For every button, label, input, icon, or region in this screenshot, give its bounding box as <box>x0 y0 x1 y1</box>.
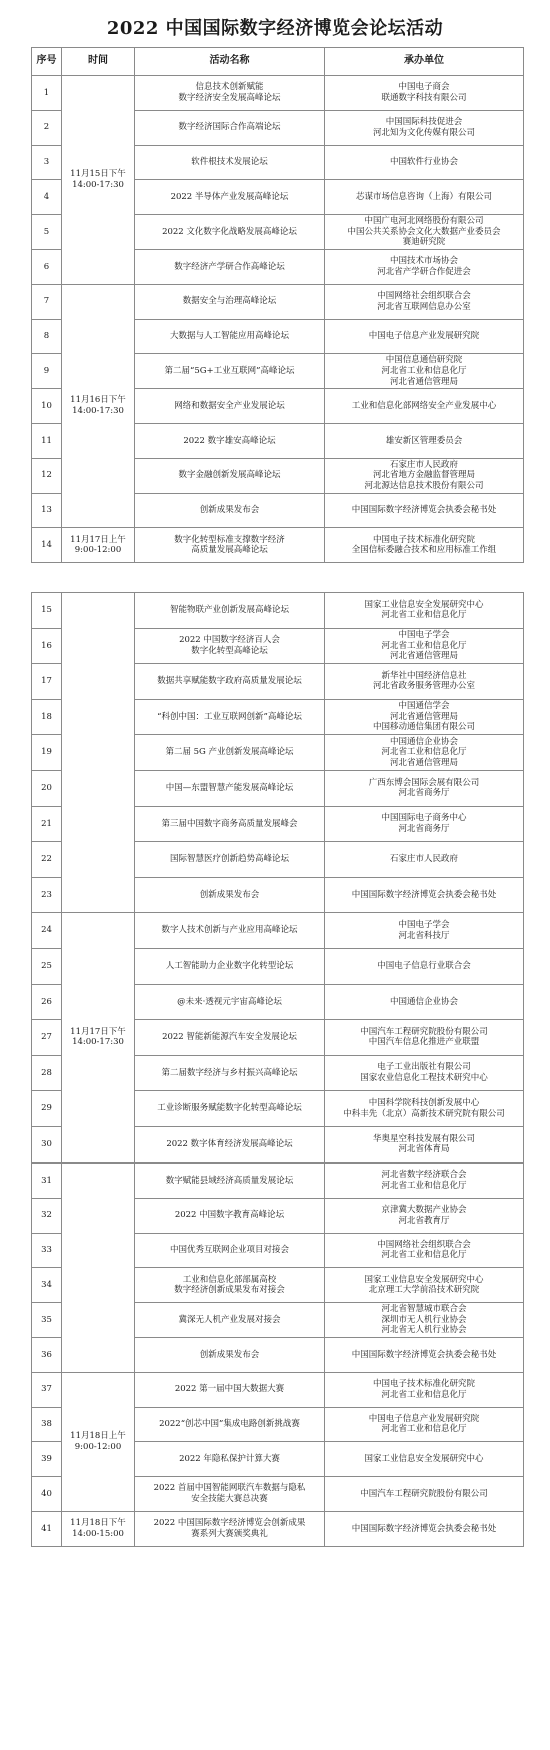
row-number: 18 <box>32 699 62 735</box>
organizer-cell: 中国软件行业协会 <box>325 145 524 180</box>
organizer-cell: 中国电子技术标准化研究院 全国信标委融合技术和应用标准工作组 <box>325 528 524 563</box>
header-name: 活动名称 <box>135 48 325 76</box>
row-number: 7 <box>32 284 62 319</box>
row-number: 33 <box>32 1233 62 1268</box>
organizer-cell: 中国电子商会 联通数字科技有限公司 <box>325 76 524 111</box>
row-number: 5 <box>32 215 62 250</box>
organizer-cell: 中国通信学会 河北省通信管理局 中国移动通信集团有限公司 <box>325 699 524 735</box>
organizer-cell: 中国国际科技促进会 河北知为文化传媒有限公司 <box>325 110 524 145</box>
row-number: 25 <box>32 948 62 984</box>
time-slot-cell <box>62 1164 135 1373</box>
organizer-cell: 中国国际数字经济博览会执委会秘书处 <box>325 1337 524 1372</box>
activity-name-cell: 创新成果发布会 <box>135 1337 325 1372</box>
organizer-cell: 工业和信息化部网络安全产业发展中心 <box>325 389 524 424</box>
activity-name-cell: 2022 文化数字化战略发展高峰论坛 <box>135 215 325 250</box>
activity-name-cell: 创新成果发布会 <box>135 877 325 913</box>
organizer-cell: 中国电子信息产业发展研究院 <box>325 319 524 354</box>
header-seq: 序号 <box>32 48 62 76</box>
organizer-cell: 中国国际数字经济博览会执委会秘书处 <box>325 877 524 913</box>
activity-name-cell: 第二届“5G+工业互联网”高峰论坛 <box>135 354 325 389</box>
row-number: 31 <box>32 1164 62 1199</box>
organizer-cell: 广西东博会国际会展有限公司 河北省商务厅 <box>325 770 524 806</box>
organizer-cell: 国家工业信息安全发展研究中心 北京理工大学前沿技术研究院 <box>325 1268 524 1303</box>
activity-name-cell: @未来·透视元宇宙高峰论坛 <box>135 984 325 1020</box>
activity-name-cell: 2022“创芯中国”集成电路创新挑战赛 <box>135 1407 325 1442</box>
organizer-cell: 中国网络社会组织联合会 河北省互联网信息办公室 <box>325 284 524 319</box>
activity-name-cell: 第二届数字经济与乡村振兴高峰论坛 <box>135 1055 325 1091</box>
row-number: 3 <box>32 145 62 180</box>
row-number: 37 <box>32 1372 62 1407</box>
row-number: 13 <box>32 493 62 528</box>
organizer-cell: 中国通信企业协会 <box>325 984 524 1020</box>
activity-name-cell: 数字经济产学研合作高峰论坛 <box>135 249 325 284</box>
row-number: 24 <box>32 913 62 949</box>
row-number: 6 <box>32 249 62 284</box>
row-number: 14 <box>32 528 62 563</box>
activity-name-cell: 数字金融创新发展高峰论坛 <box>135 458 325 493</box>
activity-name-cell: 数字经济国际合作高端论坛 <box>135 110 325 145</box>
table-row <box>32 1511 524 1546</box>
row-number: 26 <box>32 984 62 1020</box>
organizer-cell: 华奥星空科技发展有限公司 河北省体育局 <box>325 1126 524 1162</box>
activity-name-cell: 数字化转型标准支撑数字经济 高质量发展高峰论坛 <box>135 528 325 563</box>
table-row <box>32 528 524 563</box>
organizer-cell: 中国技术市场协会 河北省产学研合作促进会 <box>325 249 524 284</box>
activity-name-cell: 2022 半导体产业发展高峰论坛 <box>135 180 325 215</box>
activity-name-cell: 冀深无人机产业发展对接会 <box>135 1303 325 1338</box>
activity-table-part-2 <box>31 592 524 1163</box>
table-row <box>32 913 524 949</box>
activity-name-cell: 2022 智能新能源汽车安全发展论坛 <box>135 1020 325 1056</box>
row-number: 41 <box>32 1511 62 1546</box>
activity-name-cell: 中国—东盟智慧产能发展高峰论坛 <box>135 770 325 806</box>
organizer-cell: 中国信息通信研究院 河北省工业和信息化厅 河北省通信管理局 <box>325 354 524 389</box>
row-number: 19 <box>32 735 62 771</box>
row-number: 12 <box>32 458 62 493</box>
organizer-cell: 中国电子学会 河北省工业和信息化厅 河北省通信管理局 <box>325 628 524 664</box>
table-row <box>32 593 524 629</box>
activity-name-cell: 2022 第一届中国大数据大赛 <box>135 1372 325 1407</box>
organizer-cell: 芯谋市场信息咨询（上海）有限公司 <box>325 180 524 215</box>
row-number: 11 <box>32 423 62 458</box>
row-number: 34 <box>32 1268 62 1303</box>
organizer-cell: 中国电子信息产业发展研究院 河北省工业和信息化厅 <box>325 1407 524 1442</box>
organizer-cell: 国家工业信息安全发展研究中心 河北省工业和信息化厅 <box>325 593 524 629</box>
time-slot-cell: 11月15日下午 14:00-17:30 <box>62 76 135 285</box>
organizer-cell: 石家庄市人民政府 河北省地方金融监督管理局 河北源达信息技术股份有限公司 <box>325 458 524 493</box>
activity-name-cell: 中国优秀互联网企业项目对接会 <box>135 1233 325 1268</box>
organizer-cell: 中国国际电子商务中心 河北省商务厅 <box>325 806 524 842</box>
organizer-cell: 中国通信企业协会 河北省工业和信息化厅 河北省通信管理局 <box>325 735 524 771</box>
activity-table-part-3 <box>31 1163 524 1547</box>
table-row <box>32 1372 524 1407</box>
row-number: 17 <box>32 664 62 700</box>
organizer-cell: 中国汽车工程研究院股份有限公司 <box>325 1477 524 1512</box>
table-row <box>32 284 524 319</box>
row-number: 32 <box>32 1198 62 1233</box>
activity-name-cell: 智能物联产业创新发展高峰论坛 <box>135 593 325 629</box>
activity-name-cell: 第三届中国数字商务高质量发展峰会 <box>135 806 325 842</box>
time-slot-cell: 11月18日下午 14:00-15:00 <box>62 1511 135 1546</box>
activity-name-cell: 2022 数字体育经济发展高峰论坛 <box>135 1126 325 1162</box>
row-number: 10 <box>32 389 62 424</box>
activity-name-cell: 数字人技术创新与产业应用高峰论坛 <box>135 913 325 949</box>
organizer-cell: 国家工业信息安全发展研究中心 <box>325 1442 524 1477</box>
row-number: 9 <box>32 354 62 389</box>
row-number: 29 <box>32 1091 62 1127</box>
row-number: 23 <box>32 877 62 913</box>
organizer-cell: 中国网络社会组织联合会 河北省工业和信息化厅 <box>325 1233 524 1268</box>
row-number: 16 <box>32 628 62 664</box>
organizer-cell: 石家庄市人民政府 <box>325 842 524 878</box>
organizer-cell: 中国电子技术标准化研究院 河北省工业和信息化厅 <box>325 1372 524 1407</box>
activity-name-cell: 网络和数据安全产业发展论坛 <box>135 389 325 424</box>
activity-name-cell: 大数据与人工智能应用高峰论坛 <box>135 319 325 354</box>
organizer-cell: 中国电子信息行业联合会 <box>325 948 524 984</box>
time-slot-cell <box>62 593 135 913</box>
row-number: 40 <box>32 1477 62 1512</box>
organizer-cell: 京津冀大数据产业协会 河北省教育厅 <box>325 1198 524 1233</box>
time-slot-cell: 11月18日上午 9:00-12:00 <box>62 1372 135 1511</box>
row-number: 28 <box>32 1055 62 1091</box>
activity-name-cell: 2022 中国数字经济百人会 数字化转型高峰论坛 <box>135 628 325 664</box>
organizer-cell: 河北省数字经济联合会 河北省工业和信息化厅 <box>325 1164 524 1199</box>
activity-name-cell: 软件根技术发展论坛 <box>135 145 325 180</box>
row-number: 22 <box>32 842 62 878</box>
row-number: 39 <box>32 1442 62 1477</box>
time-slot-cell: 11月16日下午 14:00-17:30 <box>62 284 135 528</box>
organizer-cell: 中国广电河北网络股份有限公司 中国公共关系协会文化大数据产业委员会 赛迪研究院 <box>325 215 524 250</box>
row-number: 20 <box>32 770 62 806</box>
row-number: 27 <box>32 1020 62 1056</box>
activity-name-cell: 第二届 5G 产业创新发展高峰论坛 <box>135 735 325 771</box>
row-number: 35 <box>32 1303 62 1338</box>
organizer-cell: 河北省智慧城市联合会 深圳市无人机行业协会 河北省无人机行业协会 <box>325 1303 524 1338</box>
row-number: 30 <box>32 1126 62 1162</box>
activity-name-cell: 数据安全与治理高峰论坛 <box>135 284 325 319</box>
activity-name-cell: 2022 中国国际数字经济博览会创新成果 赛系列大赛颁奖典礼 <box>135 1511 325 1546</box>
activity-name-cell: 信息技术创新赋能 数字经济安全发展高峰论坛 <box>135 76 325 111</box>
activity-name-cell: 2022 年隐私保护计算大赛 <box>135 1442 325 1477</box>
table-header-row <box>32 48 524 76</box>
activity-name-cell: “科创中国：工业互联网创新”高峰论坛 <box>135 699 325 735</box>
activity-name-cell: 工业和信息化部部属高校 数字经济创新成果发布对接会 <box>135 1268 325 1303</box>
organizer-cell: 电子工业出版社有限公司 国家农业信息化工程技术研究中心 <box>325 1055 524 1091</box>
activity-name-cell: 国际智慧医疗创新趋势高峰论坛 <box>135 842 325 878</box>
time-slot-cell: 11月17日上午 9:00-12:00 <box>62 528 135 563</box>
activity-name-cell: 2022 中国数字教育高峰论坛 <box>135 1198 325 1233</box>
header-org: 承办单位 <box>325 48 524 76</box>
activity-name-cell: 工业诊断服务赋能数字化转型高峰论坛 <box>135 1091 325 1127</box>
header-time: 时间 <box>62 48 135 76</box>
activity-name-cell: 2022 数字雄安高峰论坛 <box>135 423 325 458</box>
row-number: 4 <box>32 180 62 215</box>
row-number: 8 <box>32 319 62 354</box>
activity-name-cell: 2022 首届中国智能网联汽车数据与隐私 安全技能大赛总决赛 <box>135 1477 325 1512</box>
organizer-cell: 中国国际数字经济博览会执委会秘书处 <box>325 493 524 528</box>
activity-name-cell: 数字赋能县域经济高质量发展论坛 <box>135 1164 325 1199</box>
organizer-cell: 新华社中国经济信息社 河北省政务服务管理办公室 <box>325 664 524 700</box>
row-number: 2 <box>32 110 62 145</box>
organizer-cell: 中国科学院科技创新发展中心 中科丰先（北京）高新技术研究院有限公司 <box>325 1091 524 1127</box>
organizer-cell: 雄安新区管理委员会 <box>325 423 524 458</box>
activity-name-cell: 数据共享赋能数字政府高质量发展论坛 <box>135 664 325 700</box>
row-number: 21 <box>32 806 62 842</box>
table-row <box>32 1164 524 1199</box>
activity-table-part-1 <box>31 47 524 563</box>
page-title: 2022 中国国际数字经济博览会论坛活动 <box>106 18 444 39</box>
activity-name-cell: 人工智能助力企业数字化转型论坛 <box>135 948 325 984</box>
row-number: 15 <box>32 593 62 629</box>
organizer-cell: 中国汽车工程研究院股份有限公司 中国汽车信息化推进产业联盟 <box>325 1020 524 1056</box>
table-row <box>32 76 524 111</box>
organizer-cell: 中国电子学会 河北省科技厅 <box>325 913 524 949</box>
row-number: 38 <box>32 1407 62 1442</box>
row-number: 36 <box>32 1337 62 1372</box>
activity-name-cell: 创新成果发布会 <box>135 493 325 528</box>
row-number: 1 <box>32 76 62 111</box>
time-slot-cell: 11月17日下午 14:00-17:30 <box>62 913 135 1162</box>
organizer-cell: 中国国际数字经济博览会执委会秘书处 <box>325 1511 524 1546</box>
